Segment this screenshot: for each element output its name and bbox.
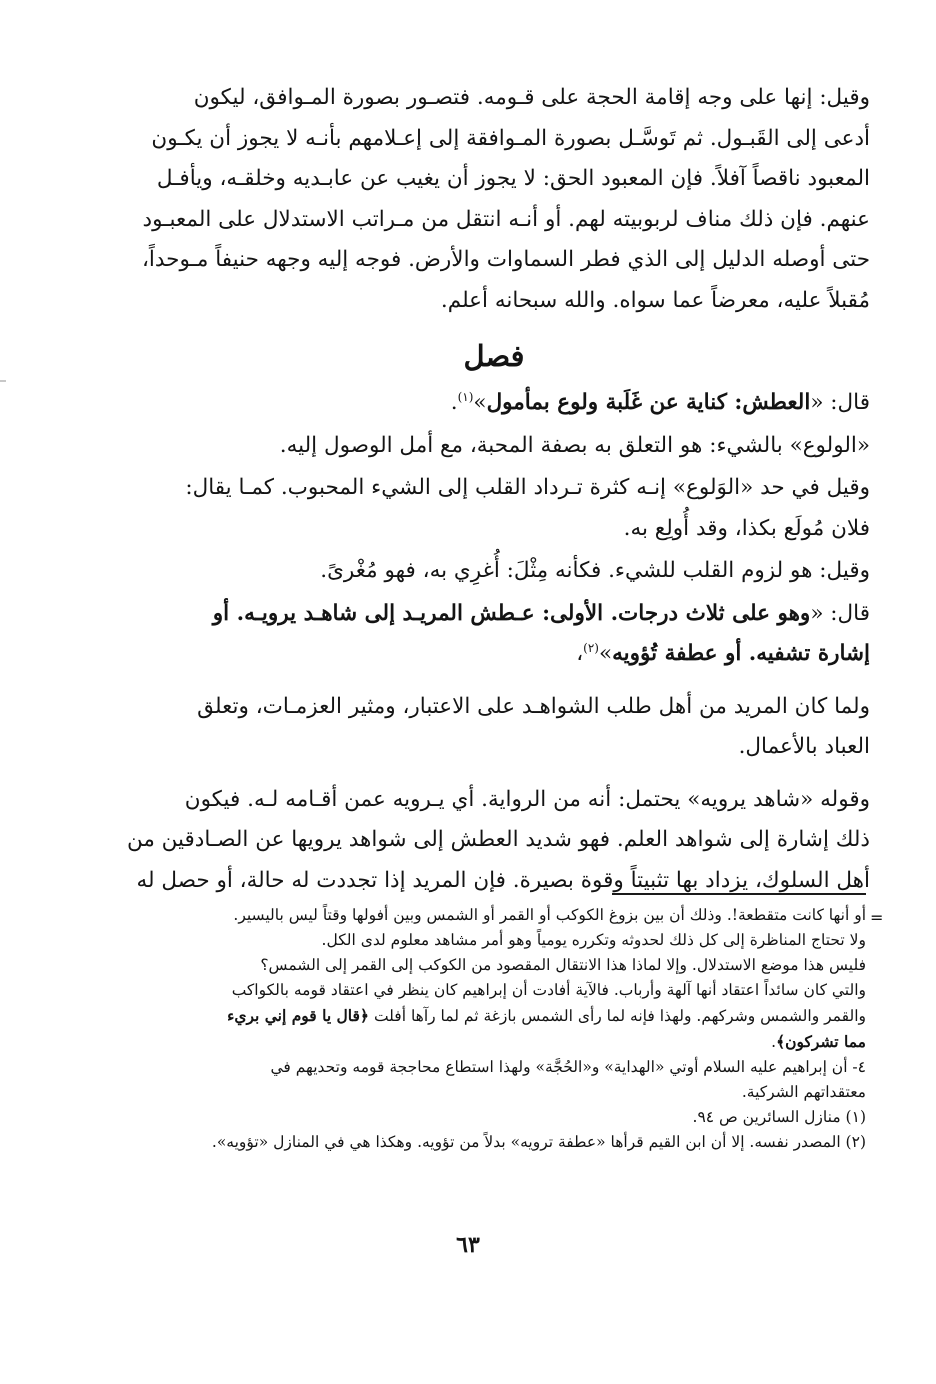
- text-line: حتى أوصله الدليل إلى الذي فطر السماوات والأرض. فوجه إليه وجهه حنيفاً مـوحداً،: [141, 247, 870, 272]
- text-line: «الولوع» بالشيء: هو التعلق به بصفة المحبة، مع أمل الوصول إليه.: [279, 432, 870, 458]
- text-line: وقيل: إنها على وجه إقامة الحجة على قـومه. فتصـور بصورة المـوافق، ليكون: [193, 85, 870, 110]
- quote-lead: قال: «: [810, 600, 870, 626]
- text-line: ذلك إشارة إلى شواهد العلم. فهو شديد العطش إلى شواهد يرويها عن الصـادقين من: [126, 827, 870, 852]
- scan-edge-mark: [0, 380, 6, 382]
- footnote-line: [124, 1029, 866, 1055]
- paragraph-5: [118, 687, 870, 768]
- footnote-line: والتي كان سائداً اعتقاد أنها آلهة وأرباب. فالآية أفادت أن إبراهيم كان ينظر في اعتقاد قومه بالكواكب: [231, 981, 866, 999]
- paragraph-3: [118, 468, 870, 549]
- quote-text: العطش: كناية عن غَلَبة ولوع بمأمول: [486, 390, 811, 415]
- footnotes: [124, 903, 866, 1155]
- quote-1: [118, 383, 870, 424]
- quranic-verse: ﴿قال يا قوم إني بريء: [227, 1006, 370, 1025]
- section-heading: فصل: [463, 339, 525, 373]
- footnote-1: [124, 1105, 866, 1130]
- page-number: ٦٣: [456, 1232, 480, 1258]
- quote-text: وهو على ثلاث درجات. الأولى: عـطش المريـد إلى شاهـد يرويـه. أو: [212, 600, 811, 626]
- quote-end: .: [450, 390, 458, 415]
- text-line: أدعى إلى القَبـول. ثم تَوسَّـل بصورة المـوافقة إلى إعـلامهم بأنـه لا يجوز أن يكـون: [151, 125, 870, 151]
- footnote-line: (١) منازل السائرين ص ٩٤.: [692, 1108, 866, 1126]
- footnote-point-4: [124, 1055, 866, 1105]
- footnote-line: ٤- أن إبراهيم عليه السلام أوتي «الهداية» و«الحُجَّة» ولهذا استطاع محاججة قومه وتحديهم في: [270, 1058, 866, 1076]
- paragraph-6: [118, 780, 870, 902]
- footnote-ref-2[interactable]: (٢): [583, 640, 599, 655]
- quote-text: إشارة تشفيه. أو عطفة تُؤويه: [612, 641, 870, 666]
- footnote-divider: [612, 893, 866, 895]
- footnote-2: [124, 1130, 866, 1155]
- text-line: عنهم. فإن ذلك مناف لربوبيته لهم. أو أنـه انتقل من مـراتب الاستدلال على المعبـود: [142, 206, 870, 232]
- footnote-line: (٢) المصدر نفسه. إلا أن ابن القيم قرأها «عطفة ترويه» بدلاً من تؤويه. وهكذا هي في المنازل «تؤويه».: [211, 1133, 866, 1151]
- text-line: [118, 594, 870, 635]
- text-line: وقيل في حد «الوَلوع» إنـه كثرة تـرداد القلب إلى الشيء المحبوب. كمـا يقال:: [185, 475, 870, 500]
- text-line: فلان مُولَع بكذا، وقد أُولِع به.: [623, 515, 870, 541]
- text-line: مُقبلاً عليه، معرضاً عما سواه. والله سبحانه أعلم.: [440, 287, 870, 313]
- footnote-ref-1[interactable]: (١): [457, 389, 474, 404]
- footnote-end: .: [771, 1033, 777, 1051]
- text-line: وقيل: هو لزوم القلب للشيء. فكأنه مِثْلَ: أُغرِي به، فهو مُغْرىً.: [320, 558, 870, 583]
- text-line: [118, 634, 870, 675]
- paragraph-2: [118, 426, 870, 467]
- quote-lead: قال: «: [810, 390, 870, 415]
- quranic-verse: مما تشركون﴾: [776, 1032, 866, 1051]
- quote-close: »: [473, 390, 487, 415]
- footnote-text: والقمر والشمس وشركهم. ولهذا فإنه لما رأى الشمس بازغة ثم لما رآها أفلت: [373, 1007, 866, 1025]
- footnote-line: [124, 1003, 866, 1029]
- paragraph-4: [118, 551, 870, 592]
- text-line: وقوله «شاهد يرويه» يحتمل: أنه من الرواية. أي يـرويه عمن أقـامه لـه. فيكون: [184, 786, 870, 812]
- continuation-mark: =: [870, 908, 884, 927]
- main-text: [118, 78, 870, 913]
- text-line: العباد بالأعمال.: [738, 734, 870, 759]
- footnote-line: معتقداتهم الشركية.: [741, 1083, 866, 1101]
- footnote-continuation: [124, 903, 866, 1055]
- quote-end: ،: [576, 641, 584, 666]
- footnote-line: فليس هذا موضع الاستدلال. وإلا لماذا هذا الانتقال المقصود من الكوكب إلى القمر إلى الشمس؟: [260, 956, 866, 974]
- quote-2: [118, 594, 870, 675]
- paragraph-1: [118, 78, 870, 321]
- text-line: ولما كان المريد من أهل طلب الشواهـد على الاعتبار، ومثير العزمـات، وتعلق: [197, 693, 870, 719]
- footnote-line: ولا تحتاج المناظرة إلى كل ذلك لحدوثه وتكرره يومياً وهو أمر مشاهد معلوم لدى الكل.: [321, 931, 866, 949]
- text-line: المعبود ناقصاً آفلاً. فإن المعبود الحق: لا يجوز أن يغيب عن عابـديه وخلقـه، ويأفـل: [156, 166, 870, 191]
- text-line: أهل السلوك، يزداد بها تثبيتاً وقوة بصيرة. فإن المريد إذا تجددت له حالة، أو حصل له: [136, 867, 870, 893]
- footnote-line: أو أنها كانت متقطعة!. وذلك أن بين بزوغ الكوكب أو القمر أو الشمس وبين أفولها وقتاً ليس باليسير.: [233, 906, 866, 924]
- quote-close: »: [598, 641, 613, 666]
